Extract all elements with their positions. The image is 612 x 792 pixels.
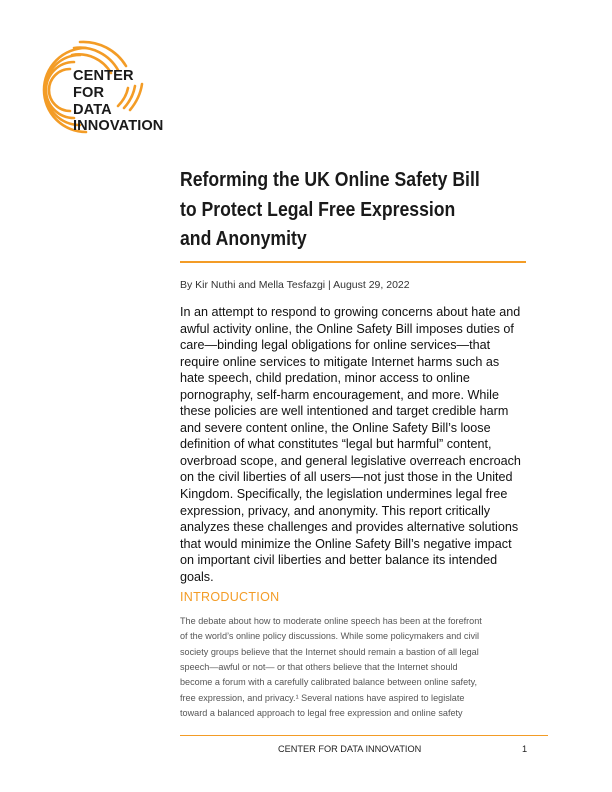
abstract: [180, 304, 560, 585]
logo-wordmark: [73, 68, 163, 135]
abstract-line: awful activity online, the Online Safety Bill imposes duties of: [180, 321, 514, 336]
abstract-line: Kingdom. Specifically, the legislation undermines legal free: [180, 487, 508, 502]
byline: By Kir Nuthi and Mella Tesfazgi | August 29, 2022: [180, 279, 410, 291]
footer-org-name: CENTER FOR DATA INNOVATION: [278, 744, 422, 754]
abstract-line: these policies are well intentioned and target credible harm: [180, 404, 509, 419]
abstract-line: on the civil liberties of all users—not just those in the United: [180, 470, 513, 485]
abstract-line: expression, privacy, and anonymity. This report critically: [180, 503, 491, 518]
abstract-line: that would minimize the Online Safety Bill’s negative impact: [180, 536, 512, 551]
page-number: 1: [522, 744, 528, 754]
abstract-line: goals.: [180, 569, 214, 584]
title-divider: [180, 261, 526, 263]
abstract-line: pornography, self-harm encouragement, and more. While: [180, 387, 499, 402]
body-line: society groups believe that the Internet should remain a bastion of all legal: [180, 646, 479, 657]
footer-divider: [180, 735, 548, 736]
logo-line-for: FOR: [73, 84, 105, 101]
title-line: and Anonymity: [180, 227, 307, 250]
abstract-line: on important civil liberties and better balance its intended: [180, 553, 498, 568]
title-line: Reforming the UK Online Safety Bill: [180, 168, 480, 191]
body-line: of the world’s online policy discussions. While some policymakers and civil: [180, 631, 480, 642]
logo-line-center: CENTER: [73, 68, 134, 84]
body-line: The debate about how to moderate online speech has been at the forefront: [180, 616, 482, 626]
abstract-line: require online services to mitigate Internet harms such as: [180, 354, 500, 369]
abstract-line: In an attempt to respond to growing concerns about hate and: [180, 305, 521, 319]
center-for-data-innovation-logo: [34, 38, 169, 138]
abstract-line: overbroad scope, and general legislative overreach encroach: [180, 453, 521, 468]
abstract-line: hate speech, child predation, minor access to online: [180, 371, 470, 386]
abstract-line: analyzes these challenges and provides alternative solutions: [180, 520, 519, 535]
body-line: toward a balanced approach to legal free expression and online safety: [180, 708, 463, 719]
introduction-body: [180, 614, 560, 721]
abstract-line: care—binding legal obligations for online services—that: [180, 338, 491, 353]
logo-line-innovation: INNOVATION: [73, 118, 164, 135]
report-title: [180, 165, 524, 254]
abstract-line: and severe content online, the Online Safety Bill’s loose: [180, 420, 491, 435]
logo-line-data: DATA: [73, 101, 112, 118]
section-heading-introduction: INTRODUCTION: [180, 590, 280, 604]
body-line: free expression, and privacy.¹ Several nations have aspired to legislate: [180, 692, 465, 703]
abstract-line: definition of what constitutes “legal but harmful” content,: [180, 437, 492, 452]
body-line: become a forum with a carefully calibrated balance between online safety,: [180, 677, 478, 688]
body-line: speech—awful or not— or that others believe that the Internet should: [180, 662, 458, 673]
title-line: to Protect Legal Free Expression: [180, 197, 456, 221]
